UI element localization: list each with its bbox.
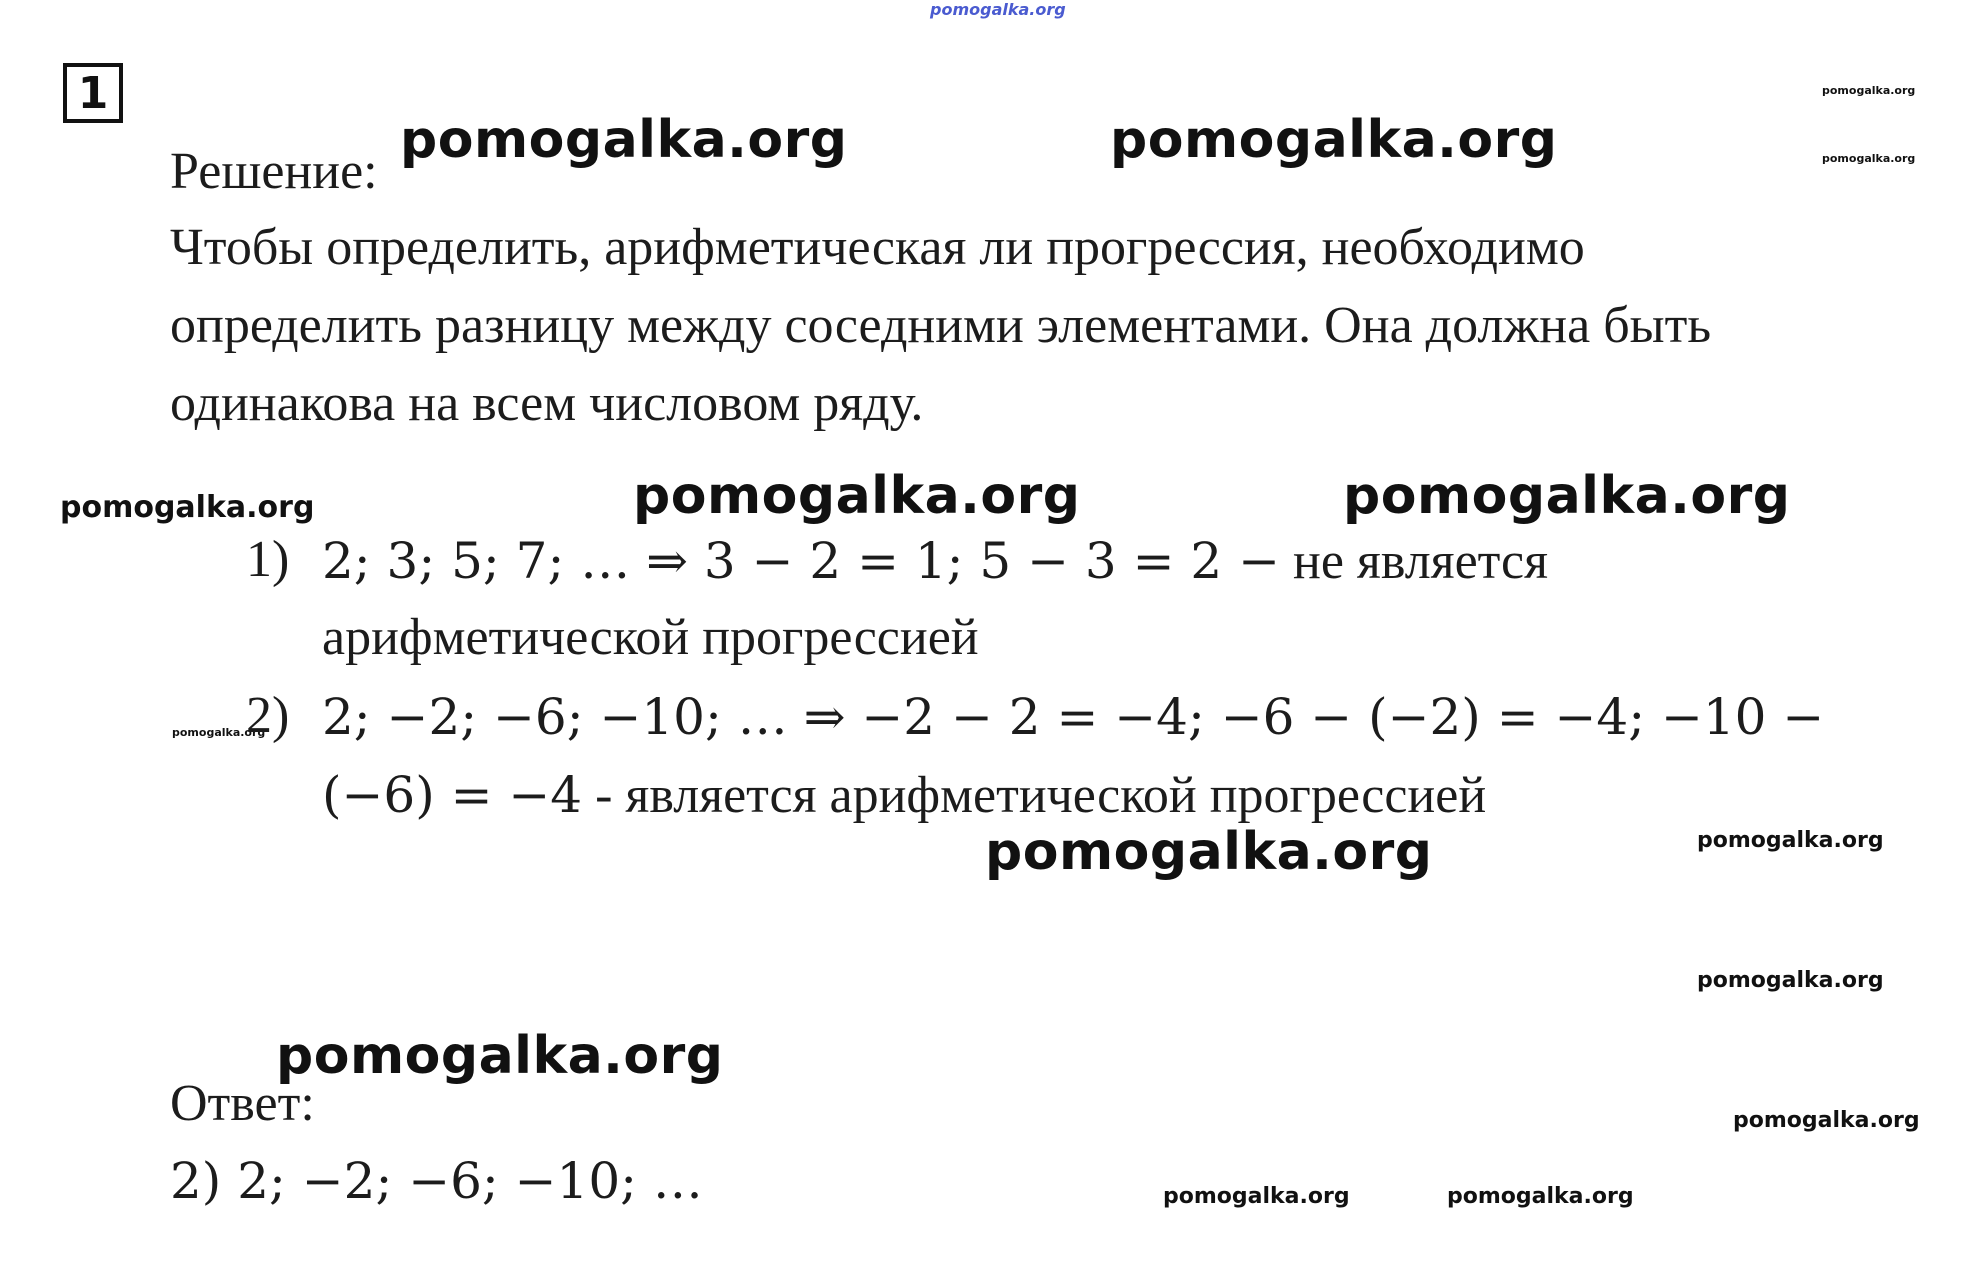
solution-heading: Решение: xyxy=(170,143,378,200)
paragraph-line: Чтобы определить, арифметическая ли прогрессия, необходимо xyxy=(170,219,1585,276)
watermark-large: pomogalka.org xyxy=(400,110,848,170)
item-2-line-1 xyxy=(322,688,1824,746)
item-2-math: 2; −2; −6; −10; … ⇒ −2 − 2 = −4; −6 − (−2) = −4; −10 − xyxy=(322,688,1825,746)
item-1-text: не является xyxy=(1280,533,1549,590)
answer-heading: Ответ: xyxy=(170,1075,315,1132)
watermark-large: pomogalka.org xyxy=(633,466,1081,526)
watermark-small: pomogalka.org xyxy=(1822,152,1916,165)
watermark-large: pomogalka.org xyxy=(1110,110,1558,170)
answer-value: 2) 2; −2; −6; −10; … xyxy=(170,1152,703,1210)
item-1-line-1 xyxy=(322,532,1548,591)
item-2-text: - является арифметической прогрессией xyxy=(582,767,1487,824)
watermark-large: pomogalka.org xyxy=(985,822,1433,882)
watermark-small: pomogalka.org xyxy=(172,726,266,739)
paragraph-line: определить разницу между соседними элементами. Она должна быть xyxy=(170,297,1712,354)
watermark-large: pomogalka.org xyxy=(1343,466,1791,526)
paragraph-line: одинакова на всем числовом ряду. xyxy=(170,375,924,432)
watermark-medium: pomogalka.org xyxy=(60,490,315,525)
item-2-line-2 xyxy=(322,766,1486,825)
watermark-small: pomogalka.org xyxy=(1733,1108,1920,1133)
watermark-small: pomogalka.org xyxy=(1447,1184,1634,1209)
item-number-1: 1) xyxy=(246,531,290,588)
item-1-line-2: арифметической прогрессией xyxy=(322,609,979,666)
watermark-small: pomogalka.org xyxy=(1697,828,1884,853)
item-2-math-2: (−6) = −4 xyxy=(322,766,583,824)
item-number-2: 2) xyxy=(246,687,290,744)
watermark-top: pomogalka.org xyxy=(930,0,1066,19)
item-1-math: 2; 3; 5; 7; … ⇒ 3 − 2 = 1; 5 − 3 = 2 − xyxy=(322,532,1281,590)
watermark-large: pomogalka.org xyxy=(276,1026,724,1086)
watermark-small: pomogalka.org xyxy=(1697,968,1884,993)
task-number-box: 1 xyxy=(63,63,123,123)
watermark-small: pomogalka.org xyxy=(1163,1184,1350,1209)
watermark-small: pomogalka.org xyxy=(1822,84,1916,97)
